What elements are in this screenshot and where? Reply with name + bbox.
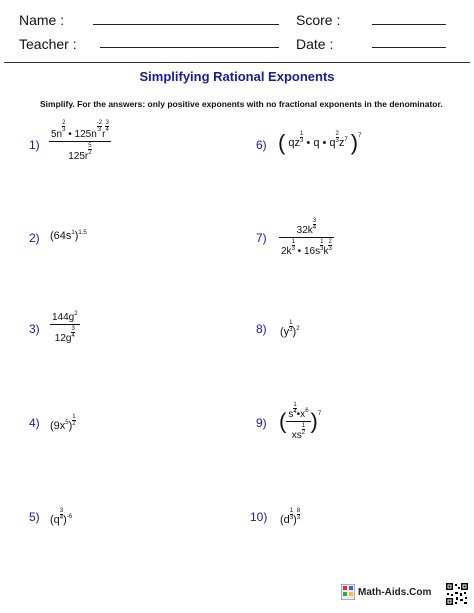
problem-3-expression: $144g^2$ 12g $\frac{3}{4}$ [52, 311, 78, 344]
problem-8-expression: (y $\frac{1}{3}$ )$^2$ [280, 320, 300, 338]
qr-code-icon [446, 583, 468, 605]
instructions: Simplify. For the answers: only positive exponents with no fractional exponents in the denominator. [40, 99, 443, 109]
score-line[interactable] [372, 24, 446, 25]
problem-1-expression: 5n $\frac{2}{3}$ • 125n $\frac{-2}{3}$ r $\frac{3}{4}$ 125r $\frac{5}{2}$ [51, 120, 109, 162]
problem-number-7: 7) [256, 231, 267, 245]
footer-brand[interactable]: Math-Aids.Com [358, 587, 432, 598]
problem-number-2: 2) [29, 231, 40, 245]
problem-9-expression: ( s $\frac{1}{4}$ $•x^6$ xs $\frac{1}{2}$ )$^7$ [279, 402, 322, 441]
problem-number-6: 6) [256, 138, 267, 152]
problem-10-expression: (d $\frac{1}{3}$ ) $\frac{8}{3}$ [280, 508, 301, 526]
problem-7-expression: 32k $\frac{3}{4}$ 2k $\frac{1}{3}$ • 16s $\frac{1}{3}$ k $\frac{2}{3}$ [281, 218, 332, 257]
name-label: Name : [19, 12, 65, 28]
date-label: Date : [296, 36, 334, 52]
problem-5-expression: (q $\frac{3}{4}$ )$^{-6}$ [50, 508, 73, 526]
problem-6-expression: ( qz $\frac{1}{3}$ • q • q $\frac{2}{3}$ $z^7$ )$^7$ [278, 130, 362, 155]
problem-number-8: 8) [256, 322, 267, 336]
problem-2-expression: $(64s^1)^{1.5}$ [50, 230, 87, 242]
header-rule [4, 62, 470, 63]
problem-number-5: 5) [29, 510, 40, 524]
problem-number-1: 1) [29, 138, 40, 152]
score-label: Score : [296, 12, 341, 28]
worksheet-title: Simplifying Rational Exponents [139, 69, 335, 84]
problem-number-3: 3) [29, 322, 40, 336]
date-line[interactable] [372, 47, 446, 48]
math-aids-logo-icon [341, 584, 355, 600]
problem-4-expression: $(9x^5)$ $\frac{1}{2}$ [50, 414, 76, 432]
name-line[interactable] [93, 24, 279, 25]
problem-number-10: 10) [250, 510, 268, 524]
problem-number-4: 4) [29, 416, 40, 430]
problem-number-9: 9) [256, 416, 267, 430]
teacher-label: Teacher : [19, 36, 77, 52]
teacher-line[interactable] [100, 47, 279, 48]
